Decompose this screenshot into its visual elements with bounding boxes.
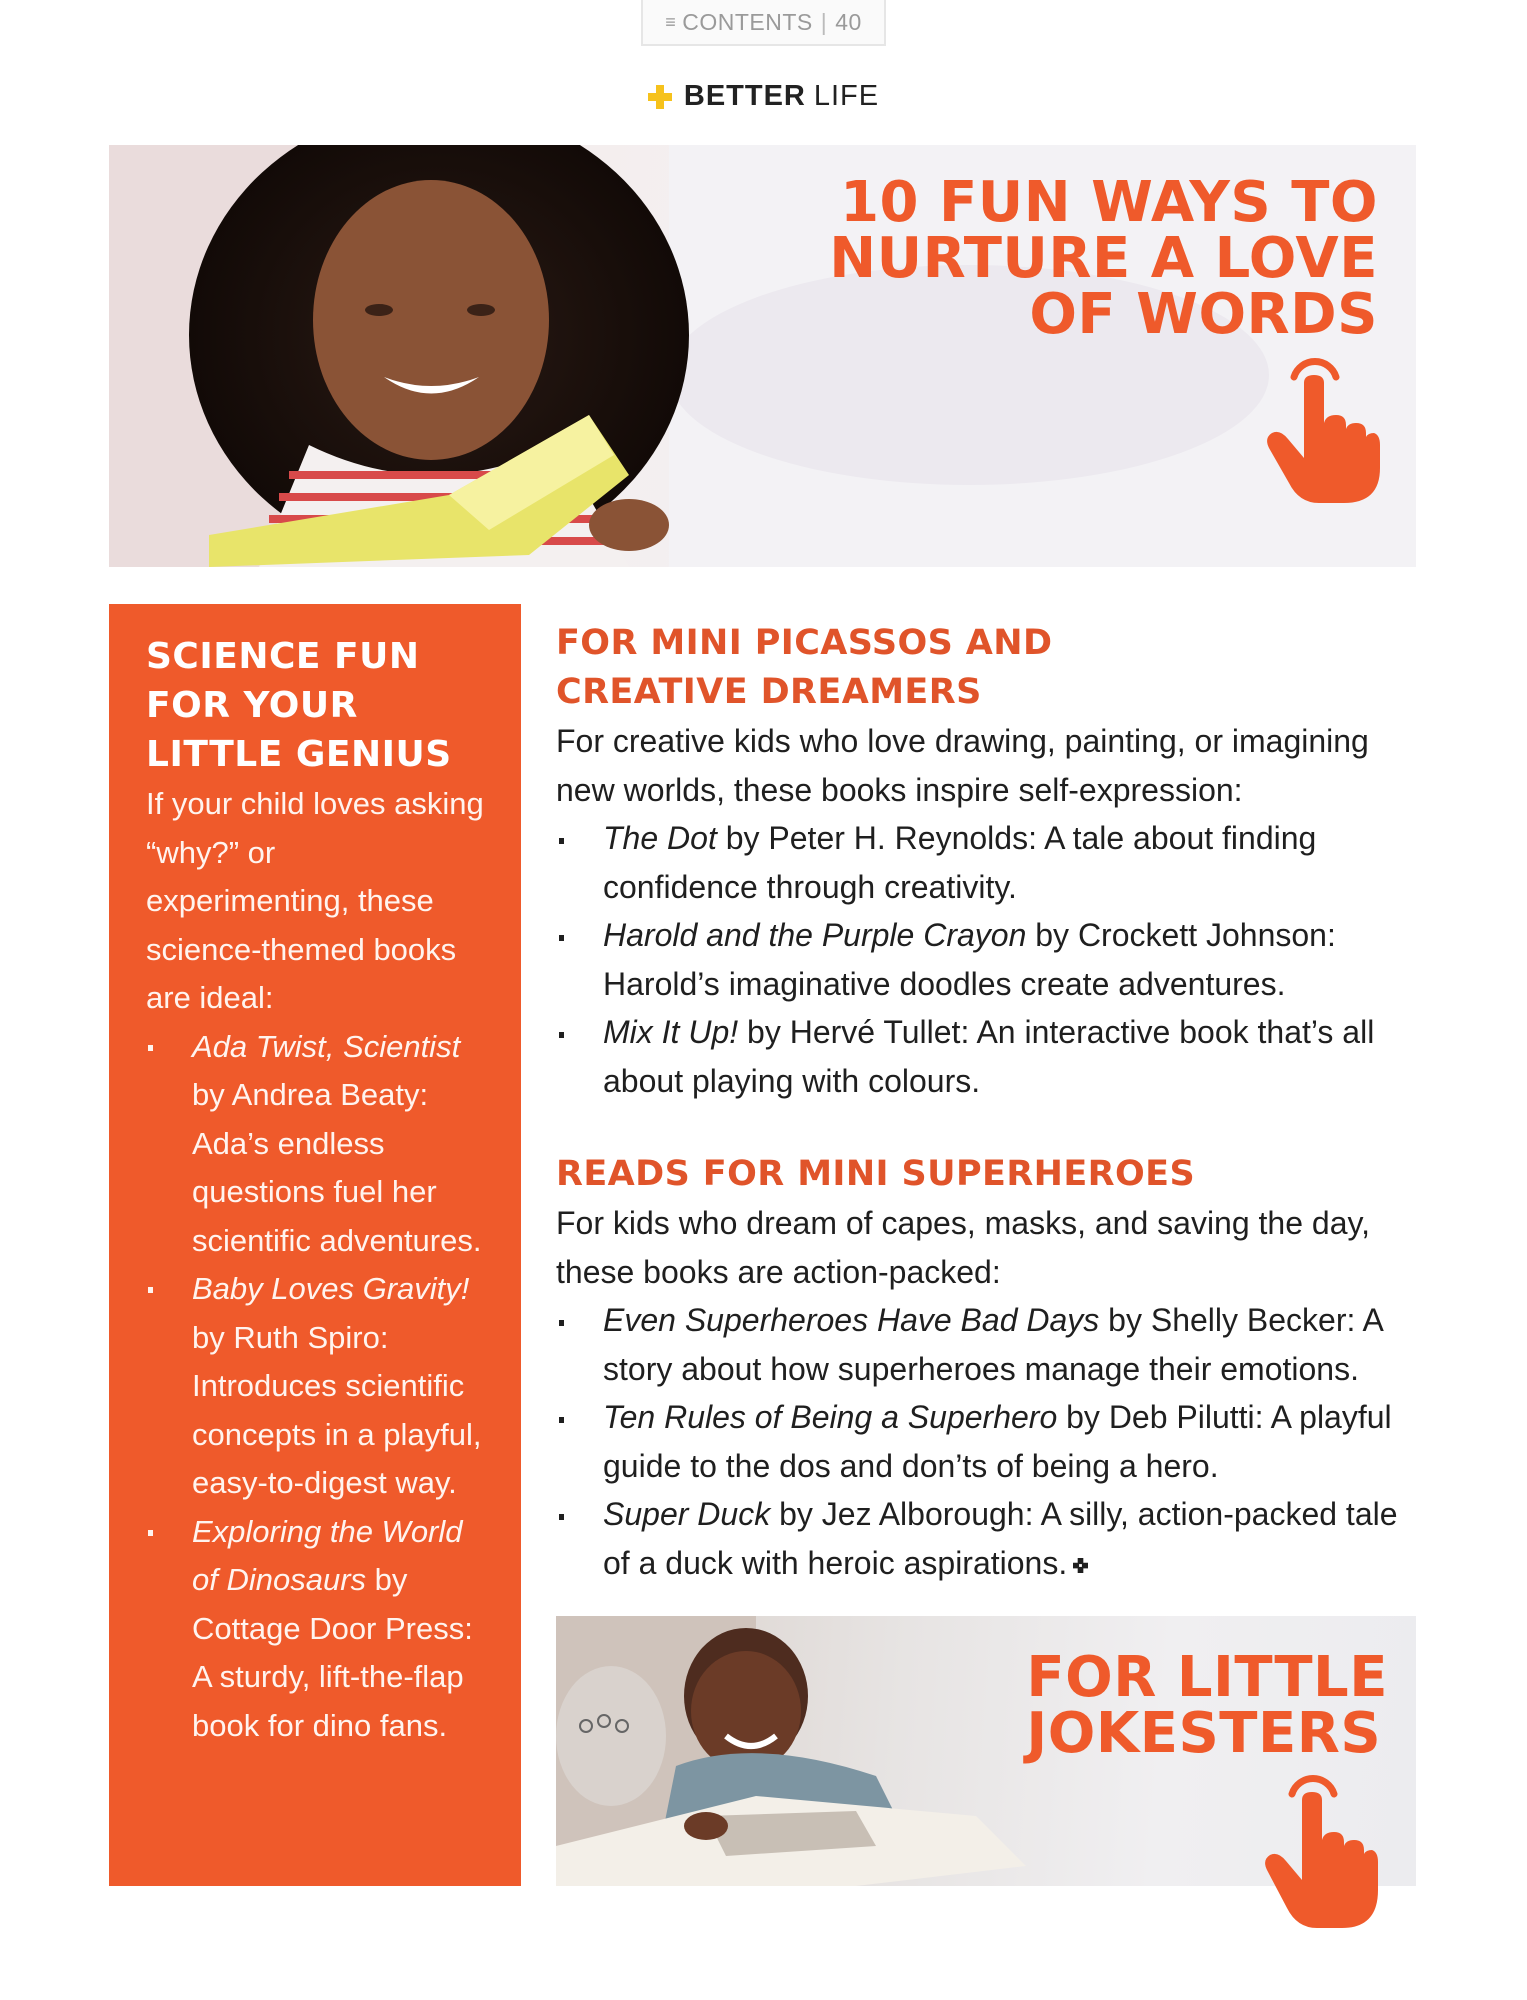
superheroes-book-list xyxy=(556,1296,1416,1587)
list-item xyxy=(146,1023,485,1266)
section-label xyxy=(0,80,1527,113)
book-description: by Hervé Tullet: An interactive book that’s all about playing with colours. xyxy=(603,1014,1375,1099)
list-item xyxy=(556,1296,1416,1393)
list-item xyxy=(556,814,1416,911)
book-title: Exploring the World of Dinosaurs xyxy=(192,1513,463,1597)
book-title: Super Duck xyxy=(603,1496,771,1532)
hero-title-line: NURTURE A LOVE xyxy=(829,226,1378,291)
sidebar-science-fun xyxy=(109,604,521,1886)
book-description: by Jez Alborough: A silly, action-packed tale of a duck with heroic aspirations. xyxy=(603,1496,1398,1581)
sidebar-title-line: LITTLE GENIUS xyxy=(146,734,452,775)
superheroes-intro: For kids who dream of capes, masks, and saving the day, these books are action-packed: xyxy=(556,1205,1371,1290)
cross-icon xyxy=(648,85,672,109)
sidebar-title-line: SCIENCE FUN xyxy=(146,636,420,677)
hero-title-line: OF WORDS xyxy=(1029,282,1378,347)
end-mark-icon xyxy=(1073,1558,1088,1573)
book-title: Ada Twist, Scientist xyxy=(192,1028,461,1064)
hero-banner[interactable] xyxy=(109,145,1416,567)
bottom-banner-title xyxy=(1026,1645,1388,1766)
divider: | xyxy=(820,8,828,35)
section-brand-light: LIFE xyxy=(813,80,880,112)
main-column xyxy=(556,619,1416,1587)
superheroes-heading: READS FOR MINI SUPERHEROES xyxy=(556,1154,1196,1194)
heading-line: FOR MINI PICASSOS AND xyxy=(556,623,1053,663)
tap-hand-icon[interactable] xyxy=(1262,1770,1378,1930)
book-description: by Crockett Johnson: Harold’s imaginative doodles create adventures. xyxy=(603,917,1336,1002)
list-item xyxy=(556,1008,1416,1105)
creative-heading xyxy=(556,619,1416,717)
sidebar-intro: If your child loves asking “why?” or experimenting, these science-themed books are ideal: xyxy=(146,786,484,1015)
book-description: by Shelly Becker: A story about how superheroes manage their emotions. xyxy=(603,1302,1383,1387)
bottom-title-line: JOKESTERS xyxy=(1026,1701,1382,1766)
menu-icon: ≡ xyxy=(665,11,677,32)
tap-hand-icon[interactable] xyxy=(1264,353,1380,503)
list-item xyxy=(146,1265,485,1508)
book-title: The Dot xyxy=(603,820,717,856)
book-description: by Deb Pilutti: A playful guide to the dos and don’ts of being a hero. xyxy=(603,1399,1392,1484)
creative-intro: For creative kids who love drawing, painting, or imagining new worlds, these books inspire self-expression: xyxy=(556,723,1369,808)
book-description: by Peter H. Reynolds: A tale about finding confidence through creativity. xyxy=(603,820,1317,905)
list-item xyxy=(556,1393,1416,1490)
heading-line: CREATIVE DREAMERS xyxy=(556,672,982,712)
book-title: Even Superheroes Have Bad Days xyxy=(603,1302,1100,1338)
hero-title-line: 10 FUN WAYS TO xyxy=(840,170,1378,235)
sidebar-book-list xyxy=(146,1023,485,1751)
book-title: Harold and the Purple Crayon xyxy=(603,917,1027,953)
bottom-title-line: FOR LITTLE xyxy=(1026,1645,1388,1710)
creative-book-list xyxy=(556,814,1416,1105)
list-item xyxy=(556,1490,1416,1587)
contents-tab[interactable] xyxy=(641,0,886,46)
sidebar-title-line: FOR YOUR xyxy=(146,685,358,726)
book-title: Mix It Up! xyxy=(603,1014,739,1050)
book-description: by Andrea Beaty: Ada’s endless questions fuel her scientific adventures. xyxy=(192,1077,482,1258)
book-description: by Ruth Spiro: Introduces scientific concepts in a playful, easy-to-digest way. xyxy=(192,1319,482,1500)
list-item xyxy=(556,911,1416,1008)
spacer xyxy=(556,1105,1416,1150)
book-description: by Cottage Door Press: A sturdy, lift-the-flap book for dino fans. xyxy=(192,1562,473,1743)
page-number: 40 xyxy=(835,8,862,35)
list-item xyxy=(146,1508,485,1751)
contents-label[interactable]: CONTENTS xyxy=(682,8,813,35)
sidebar-title xyxy=(146,632,485,779)
section-brand-bold: BETTER xyxy=(683,80,806,112)
book-title: Ten Rules of Being a Superhero xyxy=(603,1399,1058,1435)
hero-title xyxy=(829,170,1378,347)
book-title: Baby Loves Gravity! xyxy=(192,1271,470,1306)
